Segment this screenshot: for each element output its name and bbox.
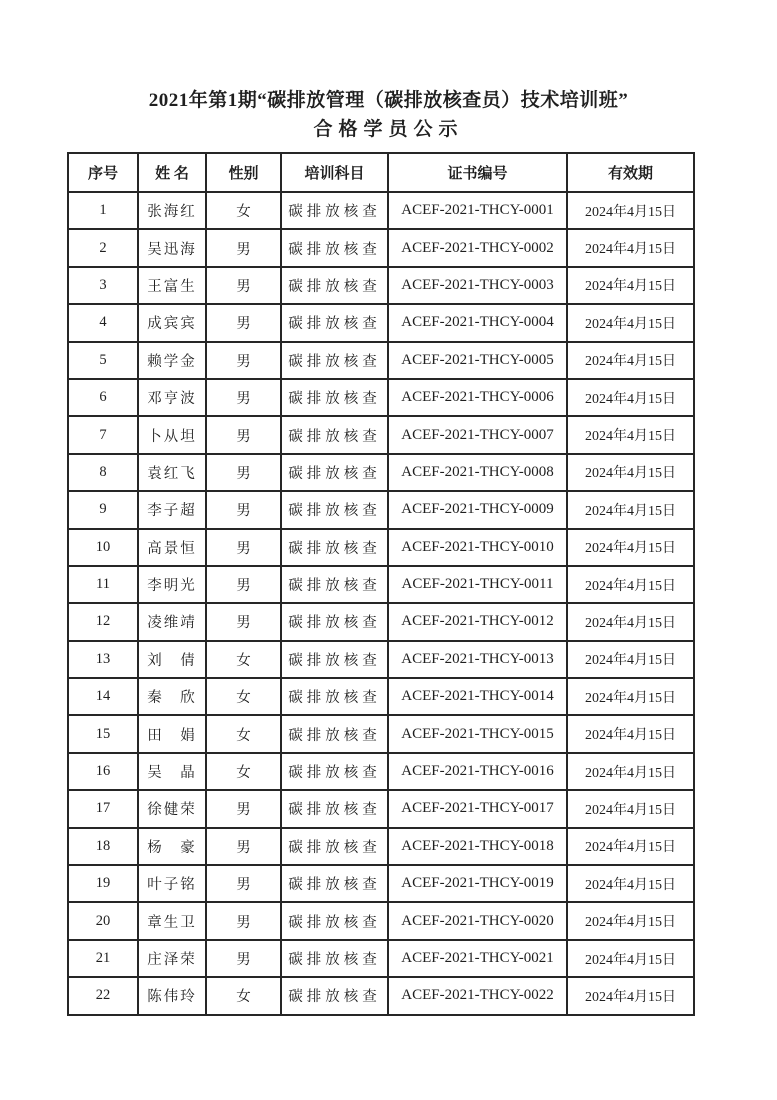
cell-subject: 碳排放核查 — [281, 192, 388, 229]
cell-validity: 2024年4月15日 — [567, 603, 694, 640]
table-row — [68, 828, 694, 865]
cell-validity: 2024年4月15日 — [567, 753, 694, 790]
cell-subject: 碳排放核查 — [281, 940, 388, 977]
cell-validity: 2024年4月15日 — [567, 641, 694, 678]
cell-name: 袁红飞 — [138, 454, 206, 491]
col-header-name: 姓 名 — [138, 153, 206, 192]
cell-certificate: ACEF-2021-THCY-0004 — [388, 304, 567, 341]
cell-number: 16 — [68, 753, 138, 790]
cell-name: 李子超 — [138, 491, 206, 528]
cell-number: 2 — [68, 229, 138, 266]
qualified-students-table — [67, 152, 695, 1016]
cell-certificate: ACEF-2021-THCY-0007 — [388, 416, 567, 453]
cell-name: 卜从坦 — [138, 416, 206, 453]
cell-gender: 男 — [206, 790, 281, 827]
cell-certificate: ACEF-2021-THCY-0021 — [388, 940, 567, 977]
col-header-gender: 性别 — [206, 153, 281, 192]
cell-name: 杨 豪 — [138, 828, 206, 865]
cell-certificate: ACEF-2021-THCY-0009 — [388, 491, 567, 528]
cell-number: 19 — [68, 865, 138, 902]
table-row — [68, 753, 694, 790]
cell-gender: 女 — [206, 678, 281, 715]
cell-subject: 碳排放核查 — [281, 454, 388, 491]
cell-certificate: ACEF-2021-THCY-0019 — [388, 865, 567, 902]
cell-name: 张海红 — [138, 192, 206, 229]
title-line-1: 2021年第1期“碳排放管理（碳排放核查员）技术培训班” — [148, 90, 629, 111]
col-header-subject: 培训科目 — [281, 153, 388, 192]
table-row — [68, 977, 694, 1014]
table-row — [68, 529, 694, 566]
cell-certificate: ACEF-2021-THCY-0005 — [388, 342, 567, 379]
cell-subject: 碳排放核查 — [281, 641, 388, 678]
cell-gender: 男 — [206, 454, 281, 491]
cell-number: 18 — [68, 828, 138, 865]
cell-name: 陈伟玲 — [138, 977, 206, 1014]
cell-subject: 碳排放核查 — [281, 229, 388, 266]
cell-name: 田 娟 — [138, 715, 206, 752]
cell-gender: 女 — [206, 715, 281, 752]
cell-number: 11 — [68, 566, 138, 603]
cell-number: 21 — [68, 940, 138, 977]
cell-subject: 碳排放核查 — [281, 416, 388, 453]
cell-subject: 碳排放核查 — [281, 977, 388, 1014]
cell-validity: 2024年4月15日 — [567, 267, 694, 304]
cell-name: 赖学金 — [138, 342, 206, 379]
cell-subject: 碳排放核查 — [281, 379, 388, 416]
cell-validity: 2024年4月15日 — [567, 491, 694, 528]
table-row — [68, 416, 694, 453]
cell-validity: 2024年4月15日 — [567, 304, 694, 341]
table-body — [68, 192, 694, 1015]
cell-gender: 男 — [206, 828, 281, 865]
cell-subject: 碳排放核查 — [281, 267, 388, 304]
cell-name: 高景恒 — [138, 529, 206, 566]
table-row — [68, 566, 694, 603]
table-row — [68, 267, 694, 304]
cell-certificate: ACEF-2021-THCY-0014 — [388, 678, 567, 715]
table-row — [68, 229, 694, 266]
cell-gender: 男 — [206, 267, 281, 304]
cell-name: 吴迅海 — [138, 229, 206, 266]
cell-gender: 男 — [206, 342, 281, 379]
cell-number: 13 — [68, 641, 138, 678]
cell-gender: 男 — [206, 940, 281, 977]
cell-subject: 碳排放核查 — [281, 790, 388, 827]
cell-gender: 女 — [206, 641, 281, 678]
cell-name: 庄泽荣 — [138, 940, 206, 977]
table-row — [68, 865, 694, 902]
cell-gender: 男 — [206, 529, 281, 566]
table-row — [68, 902, 694, 939]
table-header-row — [68, 153, 694, 192]
cell-number: 7 — [68, 416, 138, 453]
col-header-validity: 有效期 — [567, 153, 694, 192]
cell-subject: 碳排放核查 — [281, 828, 388, 865]
table-row — [68, 192, 694, 229]
cell-validity: 2024年4月15日 — [567, 790, 694, 827]
cell-subject: 碳排放核查 — [281, 865, 388, 902]
cell-name: 章生卫 — [138, 902, 206, 939]
cell-number: 3 — [68, 267, 138, 304]
cell-number: 6 — [68, 379, 138, 416]
cell-subject: 碳排放核查 — [281, 491, 388, 528]
cell-validity: 2024年4月15日 — [567, 902, 694, 939]
cell-certificate: ACEF-2021-THCY-0022 — [388, 977, 567, 1014]
cell-number: 22 — [68, 977, 138, 1014]
cell-validity: 2024年4月15日 — [567, 529, 694, 566]
cell-certificate: ACEF-2021-THCY-0001 — [388, 192, 567, 229]
cell-gender: 男 — [206, 304, 281, 341]
cell-certificate: ACEF-2021-THCY-0012 — [388, 603, 567, 640]
cell-gender: 男 — [206, 603, 281, 640]
cell-name: 李明光 — [138, 566, 206, 603]
cell-certificate: ACEF-2021-THCY-0006 — [388, 379, 567, 416]
cell-subject: 碳排放核查 — [281, 566, 388, 603]
cell-validity: 2024年4月15日 — [567, 416, 694, 453]
cell-gender: 女 — [206, 753, 281, 790]
cell-name: 成宾宾 — [138, 304, 206, 341]
cell-validity: 2024年4月15日 — [567, 977, 694, 1014]
cell-name: 邓亨波 — [138, 379, 206, 416]
cell-gender: 男 — [206, 566, 281, 603]
cell-subject: 碳排放核查 — [281, 715, 388, 752]
cell-validity: 2024年4月15日 — [567, 940, 694, 977]
cell-certificate: ACEF-2021-THCY-0018 — [388, 828, 567, 865]
table-row — [68, 790, 694, 827]
cell-subject: 碳排放核查 — [281, 304, 388, 341]
cell-certificate: ACEF-2021-THCY-0010 — [388, 529, 567, 566]
cell-subject: 碳排放核查 — [281, 603, 388, 640]
cell-name: 吴 晶 — [138, 753, 206, 790]
cell-validity: 2024年4月15日 — [567, 865, 694, 902]
cell-certificate: ACEF-2021-THCY-0008 — [388, 454, 567, 491]
cell-validity: 2024年4月15日 — [567, 229, 694, 266]
cell-gender: 男 — [206, 865, 281, 902]
cell-number: 9 — [68, 491, 138, 528]
cell-gender: 男 — [206, 416, 281, 453]
cell-name: 叶子铭 — [138, 865, 206, 902]
table-row — [68, 304, 694, 341]
cell-name: 王富生 — [138, 267, 206, 304]
cell-certificate: ACEF-2021-THCY-0015 — [388, 715, 567, 752]
cell-number: 4 — [68, 304, 138, 341]
cell-subject: 碳排放核查 — [281, 678, 388, 715]
cell-number: 12 — [68, 603, 138, 640]
cell-name: 刘 倩 — [138, 641, 206, 678]
cell-subject: 碳排放核查 — [281, 902, 388, 939]
cell-subject: 碳排放核查 — [281, 753, 388, 790]
cell-number: 8 — [68, 454, 138, 491]
cell-subject: 碳排放核查 — [281, 342, 388, 379]
cell-certificate: ACEF-2021-THCY-0013 — [388, 641, 567, 678]
cell-name: 秦 欣 — [138, 678, 206, 715]
cell-certificate: ACEF-2021-THCY-0020 — [388, 902, 567, 939]
cell-gender: 男 — [206, 902, 281, 939]
cell-certificate: ACEF-2021-THCY-0011 — [388, 566, 567, 603]
table-row — [68, 491, 694, 528]
cell-gender: 女 — [206, 192, 281, 229]
cell-gender: 男 — [206, 229, 281, 266]
cell-number: 14 — [68, 678, 138, 715]
cell-name: 徐健荣 — [138, 790, 206, 827]
table-row — [68, 678, 694, 715]
cell-number: 17 — [68, 790, 138, 827]
cell-gender: 男 — [206, 491, 281, 528]
cell-gender: 女 — [206, 977, 281, 1014]
cell-number: 10 — [68, 529, 138, 566]
cell-validity: 2024年4月15日 — [567, 678, 694, 715]
cell-subject: 碳排放核查 — [281, 529, 388, 566]
table-row — [68, 715, 694, 752]
table-row — [68, 379, 694, 416]
cell-certificate: ACEF-2021-THCY-0002 — [388, 229, 567, 266]
cell-validity: 2024年4月15日 — [567, 566, 694, 603]
cell-validity: 2024年4月15日 — [567, 192, 694, 229]
cell-number: 5 — [68, 342, 138, 379]
table-row — [68, 454, 694, 491]
col-header-number: 序号 — [68, 153, 138, 192]
cell-validity: 2024年4月15日 — [567, 342, 694, 379]
cell-validity: 2024年4月15日 — [567, 828, 694, 865]
cell-validity: 2024年4月15日 — [567, 715, 694, 752]
cell-certificate: ACEF-2021-THCY-0003 — [388, 267, 567, 304]
cell-number: 20 — [68, 902, 138, 939]
document-title — [0, 86, 777, 144]
col-header-certificate: 证书编号 — [388, 153, 567, 192]
cell-certificate: ACEF-2021-THCY-0016 — [388, 753, 567, 790]
table-row — [68, 940, 694, 977]
cell-number: 15 — [68, 715, 138, 752]
cell-validity: 2024年4月15日 — [567, 454, 694, 491]
cell-certificate: ACEF-2021-THCY-0017 — [388, 790, 567, 827]
cell-name: 凌维靖 — [138, 603, 206, 640]
title-line-2: 合格学员公示 — [313, 119, 464, 140]
cell-gender: 男 — [206, 379, 281, 416]
table-row — [68, 641, 694, 678]
cell-number: 1 — [68, 192, 138, 229]
table-row — [68, 342, 694, 379]
cell-validity: 2024年4月15日 — [567, 379, 694, 416]
table-row — [68, 603, 694, 640]
